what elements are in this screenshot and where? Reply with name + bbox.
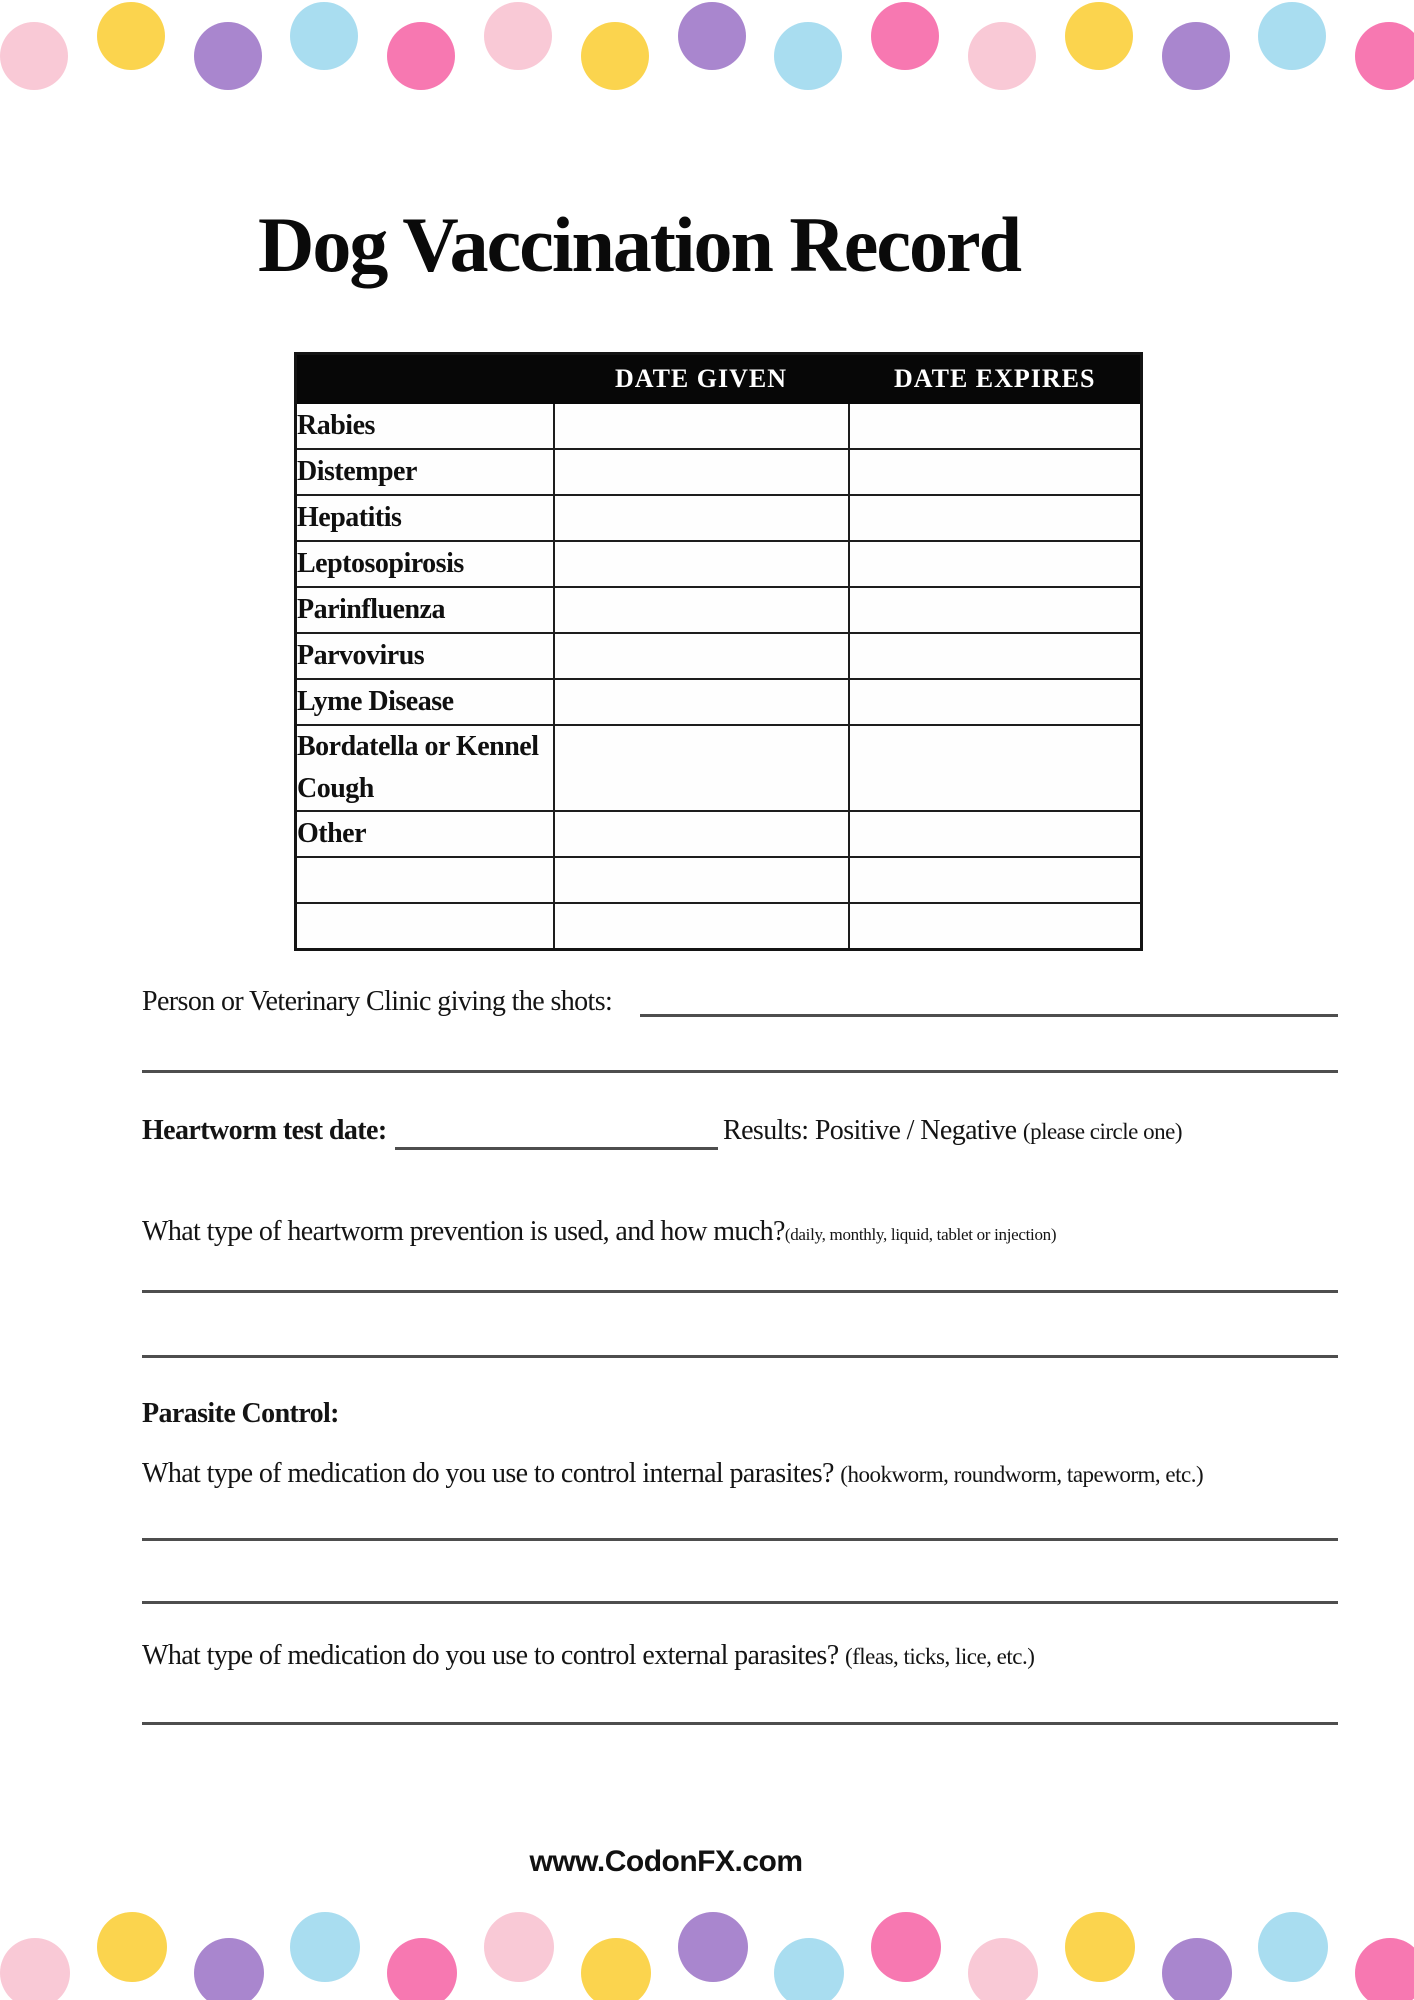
date-expires-cell[interactable] [849, 495, 1142, 541]
prevention-question: What type of heartworm prevention is used, and how much?(daily, monthly, liquid, tablet or injection) [142, 1216, 1057, 1247]
parasite-heading: Parasite Control: [142, 1398, 339, 1429]
date-given-cell[interactable] [554, 725, 849, 811]
blue-dot [290, 1912, 360, 1982]
vaccine-name-cell: Hepatitis [296, 495, 554, 541]
date-expires-column-header: DATE EXPIRES [849, 354, 1142, 404]
vaccine-name-cell: Other [296, 811, 554, 857]
date-given-cell[interactable] [554, 857, 849, 903]
date-given-cell[interactable] [554, 679, 849, 725]
purple-dot [1162, 1938, 1232, 2000]
prevention-note: (daily, monthly, liquid, tablet or injection) [784, 1225, 1057, 1244]
table-row [296, 403, 1142, 449]
purple-dot [1162, 22, 1230, 90]
lightpink-dot [0, 1938, 70, 2000]
yellow-dot [97, 1912, 167, 1982]
yellow-dot [1065, 1912, 1135, 1982]
table-row [296, 449, 1142, 495]
hotpink-dot [387, 22, 455, 90]
date-expires-cell[interactable] [849, 857, 1142, 903]
table-row [296, 679, 1142, 725]
vaccine-name-cell: Lyme Disease [296, 679, 554, 725]
results-note: (please circle one) [1022, 1119, 1182, 1144]
vaccine-name-cell [296, 903, 554, 950]
purple-dot [194, 22, 262, 90]
date-expires-cell[interactable] [849, 449, 1142, 495]
vaccine-name-cell [296, 857, 554, 903]
lightpink-dot [968, 22, 1036, 90]
table-row [296, 633, 1142, 679]
clinic-answer-line[interactable] [640, 1014, 1338, 1017]
clinic-label: Person or Veterinary Clinic giving the shots: [142, 986, 613, 1017]
lightpink-dot [0, 22, 68, 90]
external-parasites-question: What type of medication do you use to control external parasites? (fleas, ticks, lice, etc.) [142, 1640, 1035, 1671]
vaccine-name-cell: Parvovirus [296, 633, 554, 679]
yellow-dot [1065, 2, 1133, 70]
purple-dot [678, 1912, 748, 1982]
lightpink-dot [484, 2, 552, 70]
external-answer-line[interactable] [142, 1722, 1338, 1725]
table-row [296, 903, 1142, 950]
yellow-dot [581, 22, 649, 90]
internal-parasites-note: (hookworm, roundworm, tapeworm, etc.) [840, 1462, 1204, 1487]
date-given-cell[interactable] [554, 811, 849, 857]
hotpink-dot [871, 2, 939, 70]
internal-answer-line-2[interactable] [142, 1601, 1338, 1604]
date-expires-cell[interactable] [849, 403, 1142, 449]
purple-dot [194, 1938, 264, 2000]
vaccine-name-cell: Rabies [296, 403, 554, 449]
clinic-answer-line-2[interactable] [142, 1070, 1338, 1073]
hotpink-dot [1355, 1938, 1414, 2000]
table-row [296, 541, 1142, 587]
results-label[interactable] [723, 1115, 1182, 1147]
prevention-answer-line-2[interactable] [142, 1355, 1338, 1358]
blue-dot [774, 1938, 844, 2000]
lightpink-dot [484, 1912, 554, 1982]
page-title: Dog Vaccination Record [258, 201, 1020, 288]
date-expires-cell[interactable] [849, 633, 1142, 679]
date-expires-cell[interactable] [849, 903, 1142, 950]
table-row [296, 587, 1142, 633]
external-parasites-note: (fleas, ticks, lice, etc.) [844, 1644, 1035, 1669]
date-expires-cell[interactable] [849, 541, 1142, 587]
blue-dot [774, 22, 842, 90]
table-row [296, 811, 1142, 857]
date-given-cell[interactable] [554, 633, 849, 679]
lightpink-dot [968, 1938, 1038, 2000]
blue-dot [1258, 2, 1326, 70]
table-row [296, 495, 1142, 541]
vaccine-name-cell: Leptosopirosis [296, 541, 554, 587]
vaccine-name-cell: Bordatella or Kennel Cough [296, 725, 554, 811]
table-row [296, 857, 1142, 903]
table-header-row [296, 354, 1142, 404]
purple-dot [678, 2, 746, 70]
table-row [296, 725, 1142, 811]
hotpink-dot [387, 1938, 457, 2000]
heartworm-date-label: Heartworm test date: [142, 1115, 387, 1146]
date-given-column-header: DATE GIVEN [554, 354, 849, 404]
hotpink-dot [871, 1912, 941, 1982]
blue-dot [290, 2, 358, 70]
date-given-cell[interactable] [554, 403, 849, 449]
date-given-cell[interactable] [554, 587, 849, 633]
prevention-answer-line-1[interactable] [142, 1290, 1338, 1293]
website-url: www.CodonFX.com [529, 1845, 803, 1878]
results-choices[interactable]: Results: Positive / Negative [723, 1115, 1023, 1146]
date-expires-cell[interactable] [849, 679, 1142, 725]
heartworm-date-line[interactable] [395, 1147, 718, 1150]
date-given-cell[interactable] [554, 903, 849, 950]
vaccine-name-cell: Parinfluenza [296, 587, 554, 633]
vaccine-name-cell: Distemper [296, 449, 554, 495]
date-expires-cell[interactable] [849, 811, 1142, 857]
internal-answer-line-1[interactable] [142, 1538, 1338, 1541]
internal-parasites-question: What type of medication do you use to control internal parasites? (hookworm, roundworm, tapeworm, etc.) [142, 1458, 1204, 1489]
date-expires-cell[interactable] [849, 587, 1142, 633]
vaccine-column-header [296, 354, 554, 404]
yellow-dot [581, 1938, 651, 2000]
date-given-cell[interactable] [554, 449, 849, 495]
hotpink-dot [1355, 22, 1414, 90]
date-given-cell[interactable] [554, 541, 849, 587]
blue-dot [1258, 1912, 1328, 1982]
date-given-cell[interactable] [554, 495, 849, 541]
yellow-dot [97, 2, 165, 70]
vaccination-table [294, 352, 1143, 951]
date-expires-cell[interactable] [849, 725, 1142, 811]
